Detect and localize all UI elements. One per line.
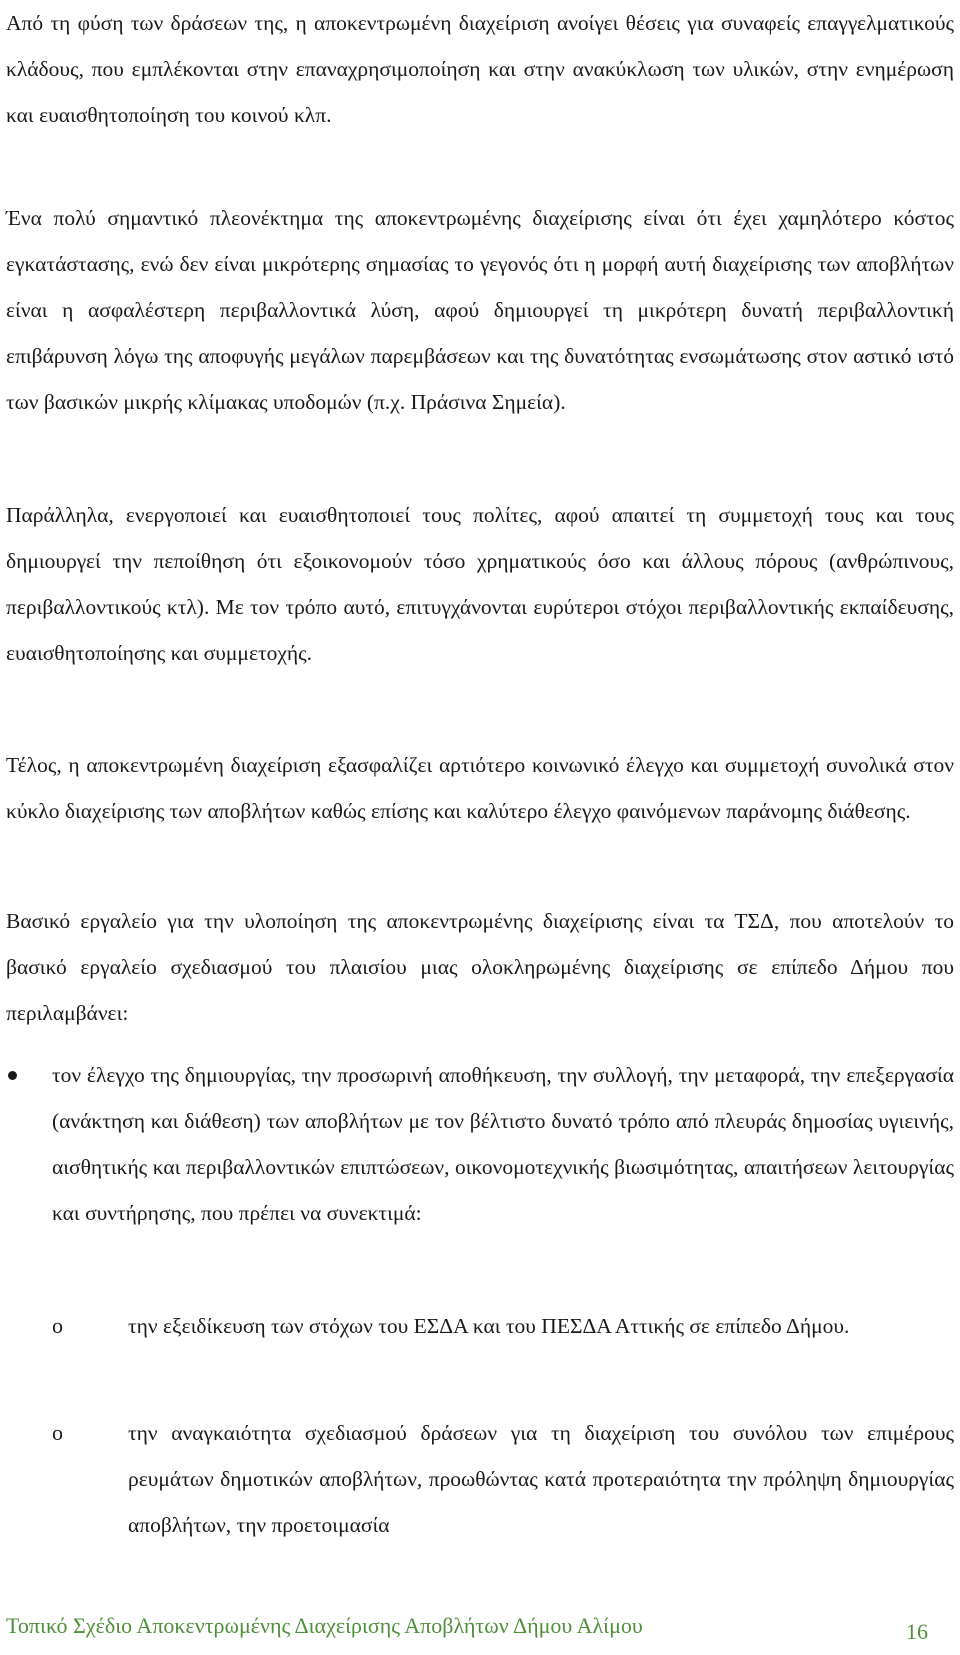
sub-list-item: [52, 1410, 954, 1548]
list-item: [6, 1052, 954, 1236]
paragraph-5: Βασικό εργαλείο για την υλοποίηση της αποκεντρωμένης διαχείρισης είναι τα ΤΣΔ, που αποτελούν το βασικό εργαλείο σχεδιασμού του πλαισίου μιας ολοκληρωμένης διαχείρισης σε επίπεδο Δήμου που περιλαμβάνει:: [6, 909, 954, 1025]
paragraph-4: Τέλος, η αποκεντρωμένη διαχείριση εξασφαλίζει αρτιότερο κοινωνικό έλεγχο και συμμετοχή συνολικά στον κύκλο διαχείρισης των αποβλήτων καθώς επίσης και καλύτερο έλεγχο φαινόμενων παράνομης διάθεσης.: [6, 753, 954, 823]
paragraph-1: Από τη φύση των δράσεων της, η αποκεντρωμένη διαχείριση ανοίγει θέσεις για συναφείς επαγγελματικούς κλάδους, που εμπλέκονται στην επαναχρησιμοποίηση και στην ανακύκλωση των υλικών, στην ενημέρωση και ευαισθητοποίηση του κοινού κλπ.: [6, 11, 954, 127]
bullet-dot-icon: [6, 1052, 52, 1236]
paragraph-2: Ένα πολύ σημαντικό πλεονέκτημα της αποκεντρωμένης διαχείρισης είναι ότι έχει χαμηλότερο κόστος εγκατάστασης, ενώ δεν είναι μικρότερης σημασίας το γεγονός ότι η μορφή αυτή διαχείρισης των αποβλήτων είναι η ασφαλέστερη περιβαλλοντικά λύση, αφού δημιουργεί τη μικρότερη δυνατή περιβαλλοντική επιβάρυνση λόγω της αποφυγής μεγάλων παρεμβάσεων και της δυνατότητας ενσωμάτωσης στον αστικό ιστό των βασικών μικρής κλίμακας υποδομών (π.χ. Πράσινα Σημεία).: [6, 206, 954, 414]
sub-bullet-circle-icon: o: [52, 1420, 63, 1445]
page-number: 16: [906, 1619, 928, 1644]
sub-list-item: [52, 1303, 954, 1349]
sub-bullet-text: την εξειδίκευση των στόχων του ΕΣΔΑ και του ΠΕΣΔΑ Αττικής σε επίπεδο Δήμου.: [128, 1314, 850, 1338]
sub-bullet-circle-icon: o: [52, 1313, 63, 1338]
sub-bullet-text: την αναγκαιότητα σχεδιασμού δράσεων για τη διαχείριση του συνόλου των επιμέρους ρευμάτων δημοτικών αποβλήτων, προωθώντας κατά προτεραιότητα την πρόληψη δημιουργίας αποβλήτων, την προετοιμασία: [128, 1421, 954, 1537]
page-footer: [6, 1606, 954, 1646]
footer-title: Τοπικό Σχέδιο Αποκεντρωμένης Διαχείρισης Αποβλήτων Δήμου Αλίμου: [6, 1613, 643, 1638]
bullet-text: τον έλεγχο της δημιουργίας, την προσωρινή αποθήκευση, την συλλογή, την μεταφορά, την επεξεργασία (ανάκτηση και διάθεση) των αποβλήτων με τον βέλτιστο δυνατό τρόπο από πλευράς δημοσίας υγιεινής, αισθητικής και περιβαλλοντικών επιπτώσεων, οικονομοτεχνικής βιωσιμότητας, απαιτήσεων λειτουργίας και συντήρησης, που πρέπει να συνεκτιμά:: [52, 1063, 954, 1225]
paragraph-3: Παράλληλα, ενεργοποιεί και ευαισθητοποιεί τους πολίτες, αφού απαιτεί τη συμμετοχή τους και τους δημιουργεί την πεποίθηση ότι εξοικονομούν τόσο χρηματικούς όσο και άλλους πόρους (ανθρώπινους, περιβαλλοντικούς κτλ). Με τον τρόπο αυτό, επιτυγχάνονται ευρύτεροι στόχοι περιβαλλοντικής εκπαίδευσης, ευαισθητοποίησης και συμμετοχής.: [6, 503, 954, 665]
